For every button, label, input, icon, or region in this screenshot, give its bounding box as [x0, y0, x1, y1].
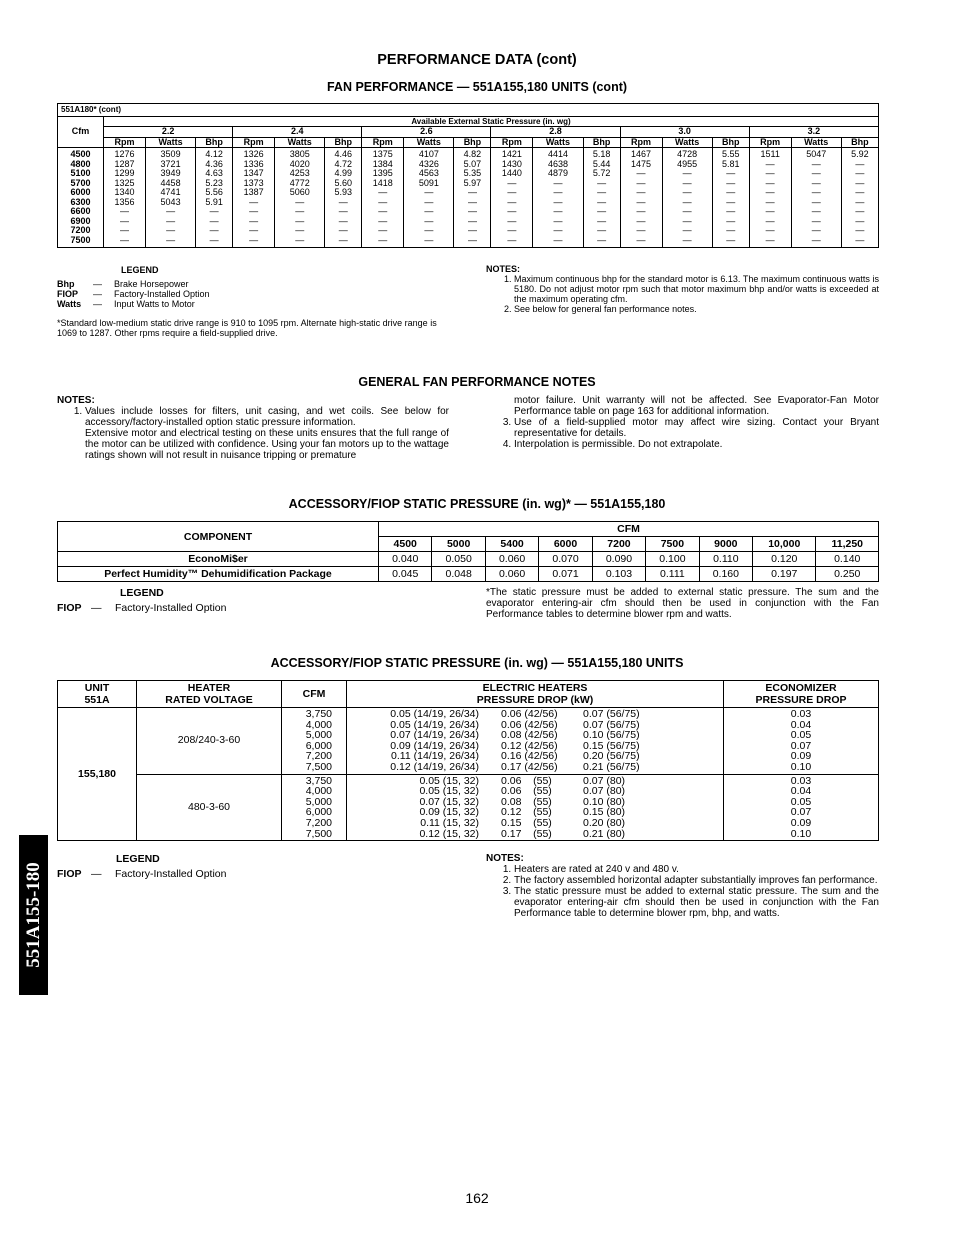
fan-data-column: 1375 1384 1395 1418 — — — — — —: [362, 148, 404, 248]
acc-value: 0.111: [646, 567, 699, 582]
heater-col-1: 0.05 (15, 32) 0.05 (15, 32) 0.07 (15, 32) 0.09 (15, 32) 0.11 (15, 32) 0.12 (15, 32): [347, 774, 482, 841]
sub-header: Rpm: [233, 137, 275, 148]
fan-section-title: FAN PERFORMANCE — 551A155,180 UNITS (cont): [326, 80, 628, 94]
fan-data-column: 1276 1287 1299 1325 1340 1356 — — — —: [104, 148, 146, 248]
sub-header: Rpm: [620, 137, 662, 148]
sub-header: Rpm: [104, 137, 146, 148]
general-notes-right: [486, 395, 879, 450]
acc-cfm-value: 5000: [432, 537, 485, 552]
acc-cfm-value: 7200: [592, 537, 645, 552]
fan-data-column: 4.12 4.36 4.63 5.23 5.56 5.91 — — — —: [196, 148, 233, 248]
sub-header: Rpm: [749, 137, 791, 148]
electric-table-title: ACCESSORY/FIOP STATIC PRESSURE (in. wg) — 551A155,180 UNITS: [270, 656, 684, 670]
accessory-table-title: ACCESSORY/FIOP STATIC PRESSURE (in. wg)* — 551A155,180: [288, 497, 666, 511]
acc-value: 0.048: [432, 567, 485, 582]
esp-header: Available External Static Pressure (in. wg): [411, 116, 571, 126]
side-tab: 551A155-180: [19, 835, 48, 995]
el-notes: NOTES: 1. Heaters are rated at 240 v and 480 v. 2. The factory assembled horizontal adapter substantially improves fan performance. 3. The static pressure must be added to external static pressure. The sum and the evaporator entering-air cfm should then be used in conjunction with the Fan Performance table to determine blower rpm, bhp, and watts.: [486, 853, 879, 919]
cfm-cell: 3,750 4,000 5,000 6,000 7,200 7,500: [282, 774, 347, 841]
el-note: 2. The factory assembled horizontal adapter substantially improves fan performance.: [514, 875, 879, 886]
acc-cfm-value: 9000: [699, 537, 752, 552]
acc-value: 0.103: [592, 567, 645, 582]
page-title: PERFORMANCE DATA (cont): [377, 52, 577, 68]
el-note: 1. Heaters are rated at 240 v and 480 v.: [514, 864, 879, 875]
heater-col-2: 0.06 (42/56) 0.06 (42/56) 0.08 (42/56) 0.12 (42/56) 0.16 (42/56) 0.17 (42/56): [481, 708, 579, 775]
pressure-header: 3.0: [620, 127, 749, 138]
acc-value: 0.197: [753, 567, 816, 582]
acc-cfm-value: 11,250: [816, 537, 879, 552]
sub-header: Bhp: [841, 137, 878, 148]
general-note-2: 2. Extensive motor and electrical testing on these units ensures that the full range of the motor can be utilized with confidence. Using your fan motors up to the wattage ratings shown will not result in nuisance tripping or premature: [85, 428, 449, 461]
fan-data-column: 4728 4955 — — — — — — — —: [662, 148, 712, 248]
sub-header: Watts: [145, 137, 195, 148]
cfm-column: 4500 4800 5100 5700 6000 6300 6600 6900 7200 7500: [58, 148, 104, 248]
acc-cfm-value: 4500: [379, 537, 432, 552]
general-notes-label: NOTES:: [57, 395, 95, 406]
acc-value: 0.100: [646, 552, 699, 567]
el-note: 3. The static pressure must be added to external static pressure. The sum and the evaporator entering-air cfm should then be used in conjunction with the Fan Performance table to determine blower rpm, bhp, and watts.: [514, 886, 879, 919]
fan-data-column: 5.55 5.81 — — — — — — — —: [712, 148, 749, 248]
general-note-4: 4. Interpolation is permissible. Do not extrapolate.: [514, 439, 879, 450]
acc-cfm-value: 7500: [646, 537, 699, 552]
fan-legend-title: LEGEND: [121, 265, 159, 275]
pressure-header: 2.2: [104, 127, 233, 138]
cfm-cell: 3,750 4,000 5,000 6,000 7,200 7,500: [282, 708, 347, 775]
general-note-2-cont: motor failure. Unit warranty will not be affected. See Evaporator-Fan Motor Performance table on page 163 for additional information.: [514, 395, 879, 417]
sub-header: Bhp: [454, 137, 491, 148]
fan-data-column: 1421 1430 1440 — — — — — — —: [491, 148, 533, 248]
fan-data-column: 1511 — — — — — — — — —: [749, 148, 791, 248]
table-row: [58, 552, 879, 567]
fan-footnote: *Standard low-medium static drive range is 910 to 1095 rpm. Alternate high-static drive range is 1069 to 1287. Other rpms require a field-supplied drive.: [57, 318, 437, 338]
fan-note: 1. Maximum continuous bhp for the standard motor is 6.13. The maximum continuous watts is 5180. Do not adjust motor rpm such that motor maximum bhp and/or watts is exceeded at the maximum operating cfm.: [514, 274, 879, 304]
sub-header: Watts: [404, 137, 454, 148]
heater-col-3: 0.07 (56/75) 0.07 (56/75) 0.10 (56/75) 0.15 (56/75) 0.20 (56/75) 0.21 (56/75): [579, 708, 724, 775]
legend-item: FIOP — Factory-Installed Option: [57, 288, 210, 299]
fan-data-column: 3805 4020 4253 4772 5060 — — — — —: [275, 148, 325, 248]
sub-header: Watts: [533, 137, 583, 148]
sub-header: Bhp: [712, 137, 749, 148]
legend-item: Bhp — Brake Horsepower: [57, 279, 189, 289]
fan-data-column: 4107 4326 4563 5091 — — — — — —: [404, 148, 454, 248]
acc-value: 0.060: [485, 552, 538, 567]
pressure-header: 2.8: [491, 127, 620, 138]
component-name: EconoMi$er: [58, 552, 379, 567]
acc-value: 0.070: [539, 552, 592, 567]
acc-footnote: *The static pressure must be added to external static pressure. The sum and the evaporator entering-air cfm should then be used in conjunction with the Fan Performance tables to determine blower rpm and watts.: [486, 587, 879, 620]
fan-data-column: 5.18 5.44 5.72 — — — — — — —: [583, 148, 620, 248]
unit-cell: 155,180: [58, 708, 137, 841]
acc-value: 0.110: [699, 552, 752, 567]
fan-legend: [57, 280, 210, 309]
acc-value: 0.250: [816, 567, 879, 582]
component-header: COMPONENT: [58, 522, 379, 552]
voltage-cell: 480-3-60: [137, 774, 282, 841]
fan-data-column: 1326 1336 1347 1373 1387 — — — — —: [233, 148, 275, 248]
sub-header: Bhp: [196, 137, 233, 148]
accessory-table: [57, 521, 879, 582]
sub-header: Bhp: [583, 137, 620, 148]
econ-cell: 0.03 0.04 0.05 0.07 0.09 0.10: [724, 774, 879, 841]
acc-value: 0.140: [816, 552, 879, 567]
sub-header: Rpm: [362, 137, 404, 148]
sub-header: Bhp: [325, 137, 362, 148]
acc-value: 0.060: [485, 567, 538, 582]
general-notes-left: [57, 406, 449, 461]
acc-value: 0.120: [753, 552, 816, 567]
el-legend: FIOP — Factory-Installed Option: [57, 868, 227, 880]
acc-value: 0.040: [379, 552, 432, 567]
acc-value: 0.090: [592, 552, 645, 567]
sub-header: Rpm: [491, 137, 533, 148]
heater-col-1: 0.05 (14/19, 26/34) 0.05 (14/19, 26/34) 0.07 (14/19, 26/34) 0.09 (14/19, 26/34) 0.11 (14/19, 26/34) 0.12 (14/19, 26/34): [347, 708, 482, 775]
component-name: Perfect Humidity™ Dehumidification Package: [58, 567, 379, 582]
fan-data-column: 5047 — — — — — — — — —: [791, 148, 841, 248]
heater-col-3: 0.07 (80) 0.07 (80) 0.10 (80) 0.15 (80) 0.20 (80) 0.21 (80): [579, 774, 724, 841]
sub-header: Watts: [791, 137, 841, 148]
voltage-cell: 208/240-3-60: [137, 708, 282, 775]
general-note-1: 1. Values include losses for filters, unit casing, and wet coils. See below for accessory/factory-installed option static pressure information.: [85, 406, 449, 428]
fan-table-unit-label: 551A180* (cont): [61, 105, 122, 114]
fan-data-column: 4.82 5.07 5.35 5.97 — — — — — —: [454, 148, 491, 248]
electric-heater-table: UNIT 551A HEATER RATED VOLTAGE CFM ELECTRIC HEATERS PRESSURE DROP (kW) ECONOMIZER PRESSURE DROP 155,180 208/240-3-60 3,750 4,000 5,000 6,000 7,200 7,500 0.05 (14/19, 26/34) 0.05 (14/19, 26/34) 0.07 (14/19, 26/34) 0.09 (14/19, 26/34) 0.11 (14/19, 26/34) 0.12 (14/19, 26/34) 0.06 (42/56) 0.06 (42/56) 0.08 (42/56) 0.12 (42/56) 0.16 (42/56) 0.17 (42/56) 0.07 (56/75) 0.07 (56/75) 0.10 (56/75) 0.15 (56/75) 0.20 (56/75) 0.21 (56/75) 0.03 0.04 0.05 0.07 0.09 0.10 480-3-60 3,750 4,000 5,000 6,000 7,200 7,500 0.05 (15, 32) 0.05 (15, 32) 0.07 (15, 32) 0.09 (15, 32) 0.11 (15, 32) 0.12 (15, 32) 0.06 (55) 0.06 (55) 0.08 (55) 0.12 (55) 0.15 (55) 0.17 (55) 0.07 (80) 0.07 (80) 0.10 (80) 0.15 (80) 0.20 (80) 0.21 (80) 0.03 0.04 0.05 0.07 0.09 0.10: [57, 680, 879, 841]
acc-legend: FIOP — Factory-Installed Option: [57, 602, 227, 614]
legend-item: Watts — Input Watts to Motor: [57, 298, 195, 309]
fan-performance-table: [57, 103, 879, 248]
cfm-header: Cfm: [58, 116, 104, 148]
pressure-header: 3.2: [749, 127, 878, 138]
acc-value: 0.160: [699, 567, 752, 582]
fan-data-column: 5.92 — — — — — — — — —: [841, 148, 878, 248]
acc-cfm-value: 10,000: [753, 537, 816, 552]
pressure-header: 2.6: [362, 127, 491, 138]
acc-legend-title: LEGEND: [120, 587, 164, 599]
table-row: [58, 567, 879, 582]
acc-cfm-value: 5400: [485, 537, 538, 552]
acc-cfm-value: 6000: [539, 537, 592, 552]
sub-header: Watts: [275, 137, 325, 148]
page-number: 162: [465, 1190, 489, 1206]
heater-col-2: 0.06 (55) 0.06 (55) 0.08 (55) 0.12 (55) 0.15 (55) 0.17 (55): [481, 774, 579, 841]
fan-data-column: 3509 3721 3949 4458 4741 5043 — — — —: [145, 148, 195, 248]
el-legend-title: LEGEND: [116, 853, 160, 865]
fan-data-column: 1467 1475 — — — — — — — —: [620, 148, 662, 248]
pressure-header: 2.4: [233, 127, 362, 138]
general-notes-title: GENERAL FAN PERFORMANCE NOTES: [358, 375, 596, 389]
fan-note: 2. See below for general fan performance notes.: [514, 304, 879, 314]
econ-cell: 0.03 0.04 0.05 0.07 0.09 0.10: [724, 708, 879, 775]
sub-header: Watts: [662, 137, 712, 148]
acc-value: 0.071: [539, 567, 592, 582]
acc-value: 0.045: [379, 567, 432, 582]
fan-data-column: 4414 4638 4879 — — — — — — —: [533, 148, 583, 248]
general-note-3: 3. Use of a field-supplied motor may affect wire sizing. Contact your Bryant representative for details.: [514, 417, 879, 439]
fan-notes-title: NOTES:: [486, 264, 521, 274]
fan-notes: [486, 264, 879, 314]
acc-cfm-header: CFM: [379, 522, 879, 537]
acc-value: 0.050: [432, 552, 485, 567]
fan-data-column: 4.46 4.72 4.99 5.60 5.93 — — — — —: [325, 148, 362, 248]
